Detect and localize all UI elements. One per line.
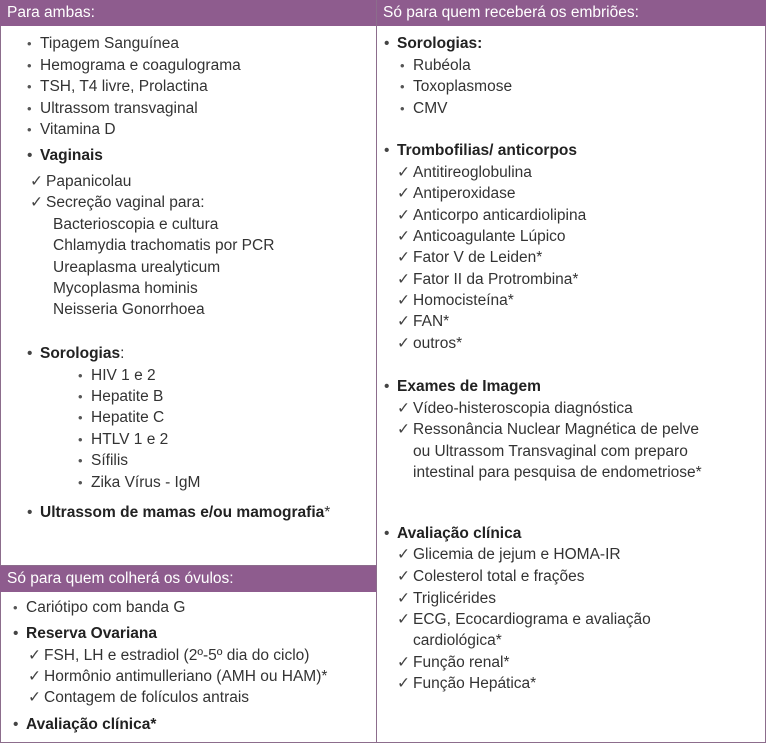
right-column xyxy=(376,0,766,743)
section-title-trombofilias: • Trombofilias/ anticorpos xyxy=(397,141,577,161)
section-title-vaginais: • Vaginais xyxy=(40,146,103,166)
section-oocyte-donor xyxy=(0,565,376,744)
list-item: • CMV xyxy=(413,99,447,119)
list-item: • Sífilis xyxy=(91,451,128,471)
list-item: ✓ Fator V de Leiden* xyxy=(413,248,542,268)
list-item: ✓ Hormônio antimulleriano (AMH ou HAM)* xyxy=(44,667,327,687)
list-item: • Zika Vírus - IgM xyxy=(91,473,200,493)
header-para-ambas: Para ambas: xyxy=(0,0,376,26)
list-item-continuation: ou Ultrassom Transvaginal com preparo xyxy=(413,443,688,460)
list-item: • Hepatite C xyxy=(91,408,164,428)
list-item: ✓ ECG, Ecocardiograma e avaliação xyxy=(413,610,651,630)
list-item: • Ultrassom transvaginal xyxy=(40,99,198,119)
list-item: ✓ FAN* xyxy=(413,312,449,332)
section-title-mamas: • Ultrassom de mamas e/ou mamografia* xyxy=(40,503,330,523)
list-item: • Hemograma e coagulograma xyxy=(40,56,241,76)
list-item: • Cariótipo com banda G xyxy=(26,598,185,618)
list-item: Bacterioscopia e cultura xyxy=(53,216,219,233)
list-item: ✓ Antiperoxidase xyxy=(413,184,516,204)
section-title-sorologias: • Sorologias: xyxy=(40,344,124,364)
list-item: ✓ Triglicérides xyxy=(413,589,496,609)
list-item: ✓ Vídeo-histeroscopia diagnóstica xyxy=(413,399,633,419)
list-item: Mycoplasma hominis xyxy=(53,280,198,297)
list-item: ✓ Homocisteína* xyxy=(413,291,514,311)
list-item: Chlamydia trachomatis por PCR xyxy=(53,237,275,254)
list-item: • TSH, T4 livre, Prolactina xyxy=(40,77,208,97)
section-title-avaliacao-right: • Avaliação clínica xyxy=(397,524,521,544)
list-item: ✓ Fator II da Protrombina* xyxy=(413,270,578,290)
list-item: • HTLV 1 e 2 xyxy=(91,430,168,450)
list-item: • Tipagem Sanguínea xyxy=(40,34,179,54)
list-item: ✓ Antitireoglobulina xyxy=(413,163,532,183)
list-item: ✓ Anticoagulante Lúpico xyxy=(413,227,566,247)
section-title-reserva: • Reserva Ovariana xyxy=(26,624,157,644)
section-title-avaliacao: • Avaliação clínica* xyxy=(26,715,156,735)
list-item: ✓ Contagem de folículos antrais xyxy=(44,688,249,708)
list-item: • Rubéola xyxy=(413,56,471,76)
list-item-continuation: cardiológica* xyxy=(413,632,502,649)
list-item: ✓ Função Hepática* xyxy=(413,674,536,694)
list-item: • Vitamina D xyxy=(40,120,116,140)
list-item: ✓ FSH, LH e estradiol (2º-5º dia do ciclo) xyxy=(44,646,309,666)
header-recebera-embrioes: Só para quem receberá os embriões: xyxy=(377,0,766,26)
left-column xyxy=(0,0,376,743)
section-title-imagem: • Exames de Imagem xyxy=(397,377,541,397)
header-colhera-ovulos: Só para quem colherá os óvulos: xyxy=(0,566,376,592)
list-item: Neisseria Gonorrhoea xyxy=(53,301,205,318)
list-item: • HIV 1 e 2 xyxy=(91,366,156,386)
list-item: ✓ Secreção vaginal para: xyxy=(46,193,205,213)
list-item: ✓ outros* xyxy=(413,334,462,354)
list-item: ✓ Papanicolau xyxy=(46,172,131,192)
list-item: ✓ Glicemia de jejum e HOMA-IR xyxy=(413,545,621,565)
list-item: ✓ Anticorpo anticardiolipina xyxy=(413,206,586,226)
section-title-sorologias-right: • Sorologias: xyxy=(397,34,482,54)
list-item: Ureaplasma urealyticum xyxy=(53,259,221,276)
list-item: ✓ Ressonância Nuclear Magnética de pelve xyxy=(413,420,699,440)
list-item-continuation: intestinal para pesquisa de endometriose* xyxy=(413,464,702,481)
list-item: ✓ Função renal* xyxy=(413,653,510,673)
list-item: ✓ Colesterol total e frações xyxy=(413,567,584,587)
list-item: • Toxoplasmose xyxy=(413,77,512,97)
list-item: • Hepatite B xyxy=(91,387,163,407)
